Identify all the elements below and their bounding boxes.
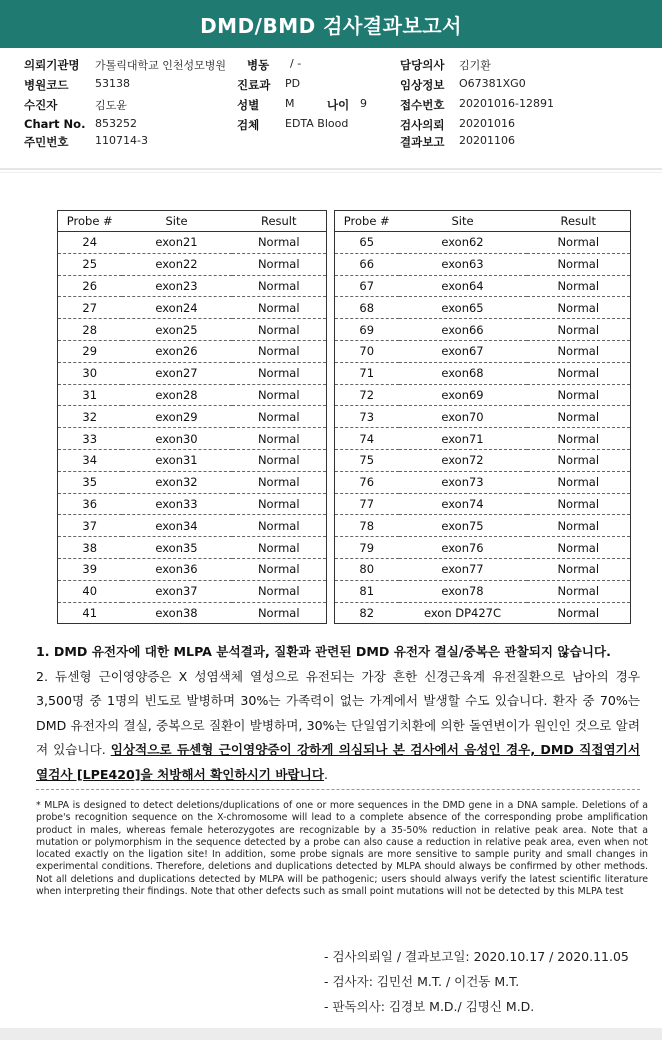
probe-table-left: [57, 210, 327, 624]
table-row: [335, 449, 631, 471]
result-cell: Normal: [527, 449, 631, 471]
site-cell: exon22: [122, 253, 232, 275]
probe-number-cell: 31: [58, 384, 122, 406]
table-row: [335, 493, 631, 515]
summary-line-2-emphasis: 임상적으로 듀센형 근이영양증이 강하게 의심되나 본 검사에서 음성인 경우, DMD 직접염기서열검사 [LPE420]을 처방해서 확인하시기 바랍니다: [36, 742, 641, 782]
summary-line-2-text: 2. 듀센형 근이영양증은 X 성염색체 열성으로 유전되는 가장 흔한 신경근육계 유전질환으로 남아의 경우 3,500명 중 1명의 빈도로 발병하며 30%는 가족력이 없는 가계에서 발생할 수도 있습니다. 환자 중 70%는 DMD 유전자의 결실, 중복으로 질환이 발병하며, 30%는 단일염기치환에 의한 돌연변이가 원인인 것으로 알려져 있습니다.: [36, 668, 640, 757]
site-cell: exon24: [122, 297, 232, 319]
probe-number-cell: 27: [58, 297, 122, 319]
table-row: [335, 537, 631, 559]
result-cell: Normal: [527, 428, 631, 450]
table-row: [335, 275, 631, 297]
table-row: [58, 515, 327, 537]
site-cell: exon68: [399, 362, 527, 384]
result-cell: Normal: [527, 319, 631, 341]
site-cell: exon37: [122, 580, 232, 602]
info-divider: [0, 168, 662, 170]
table-header-row: [58, 211, 327, 232]
table-row: [335, 471, 631, 493]
id-label: 주민번호: [24, 135, 69, 149]
probe-number-cell: 25: [58, 253, 122, 275]
summary-line-1: 1. DMD 유전자에 대한 MLPA 분석결과, 질환과 관련된 DMD 유전자 결실/중복은 관찰되지 않습니다.: [36, 644, 611, 659]
result-cell: Normal: [527, 340, 631, 362]
table-row: [58, 493, 327, 515]
probe-number-cell: 71: [335, 362, 399, 384]
site-cell: exon26: [122, 340, 232, 362]
site-cell: exon78: [399, 580, 527, 602]
result-cell: Normal: [232, 319, 327, 341]
site-cell: exon31: [122, 449, 232, 471]
mlpa-footnote: * MLPA is designed to detect deletions/duplications of one or more sequences in the DMD gene in a DNA sample. Deletions of a probe's recognition sequence on the X-chromosome will lead to a complete absence of the corresponding probe amplification product in males, whereas female heterozygotes are recognizable by a 35-50% reduction in relative peak area. Note that a mutation or polymorphism in the sequence detected by a probe can also cause a reduction in relative peak area, even when not located exactly on the ligation site! In addition, some probe signals are more sensitive to sample purity and small changes in experimental conditions. Therefore, deletions and duplications detected by MLPA should always be confirmed by other methods. Not all deletions and duplications detected by MLPA will be pathogenic; users should always verify the latest scientific literature when interpreting their findings. Note that other defects such as small point mutations will not be detected by this MLPA test: [36, 800, 648, 898]
sex-value: M: [285, 97, 295, 110]
site-cell: exon77: [399, 558, 527, 580]
table-row: [335, 602, 631, 624]
result-cell: Normal: [527, 537, 631, 559]
probe-number-cell: 30: [58, 362, 122, 384]
table-row: [58, 449, 327, 471]
result-cell: Normal: [232, 558, 327, 580]
ward-label: 병동: [247, 58, 270, 72]
probe-number-cell: 32: [58, 406, 122, 428]
probe-number-cell: 37: [58, 515, 122, 537]
probe-number-cell: 66: [335, 253, 399, 275]
age-label: 나이: [327, 98, 350, 112]
result-cell: Normal: [232, 340, 327, 362]
patient-label: 수진자: [24, 98, 58, 112]
site-cell: exon25: [122, 319, 232, 341]
clinical-value: O67381XG0: [459, 77, 526, 90]
site-cell: exon71: [399, 428, 527, 450]
result-cell: Normal: [257, 235, 300, 250]
table-row: [335, 406, 631, 428]
table-row: [58, 340, 327, 362]
result-cell: Normal: [527, 297, 631, 319]
site-cell: exon36: [122, 558, 232, 580]
result-cell: Normal: [232, 537, 327, 559]
specimen-label: 검체: [237, 118, 260, 132]
site-cell: exon69: [399, 384, 527, 406]
result-cell: Normal: [232, 406, 327, 428]
table-row: [58, 428, 327, 450]
reqdate-label: 검사의뢰: [400, 118, 445, 132]
probe-number-cell: 41: [58, 602, 122, 624]
header-result: Result: [232, 211, 327, 232]
table-row: [58, 471, 327, 493]
table-row: [335, 232, 631, 254]
result-cell: Normal: [232, 275, 327, 297]
probe-number-cell: 24: [82, 235, 98, 250]
probe-number-cell: 79: [335, 537, 399, 559]
reportdate-value: 20201106: [459, 134, 515, 147]
probe-number-cell: 33: [58, 428, 122, 450]
table-row: [335, 319, 631, 341]
probe-number-cell: 76: [335, 471, 399, 493]
age-value: 9: [360, 97, 367, 110]
probe-table-right: [334, 210, 631, 624]
result-cell: Normal: [232, 449, 327, 471]
result-cell: Normal: [232, 384, 327, 406]
table-row: [58, 319, 327, 341]
result-cell: Normal: [527, 558, 631, 580]
doctor-label: 담당의사: [400, 58, 445, 72]
site-cell: exon62: [441, 235, 484, 250]
site-cell: exon32: [122, 471, 232, 493]
result-cell: Normal: [232, 297, 327, 319]
result-cell: Normal: [232, 515, 327, 537]
footnote-divider: [36, 789, 640, 790]
table-row: [335, 297, 631, 319]
result-cell: Normal: [232, 362, 327, 384]
dept-label: 진료과: [237, 78, 271, 92]
site-cell: exon23: [122, 275, 232, 297]
probe-number-cell: 69: [335, 319, 399, 341]
site-cell: exon DP427C: [399, 602, 527, 624]
signoff-technicians: - 검사자: 김민선 M.T. / 이건동 M.T.: [324, 974, 520, 989]
summary-section: [36, 640, 640, 787]
probe-number-cell: 72: [335, 384, 399, 406]
header-site: Site: [122, 211, 232, 232]
id-value: 110714-3: [95, 134, 148, 147]
table-row: [58, 406, 327, 428]
signoff-physicians: - 판독의사: 김경보 M.D./ 김명신 M.D.: [324, 999, 535, 1014]
chart-label: Chart No.: [24, 117, 86, 131]
table-row: [335, 558, 631, 580]
table-row: [335, 580, 631, 602]
table-row: [58, 602, 327, 624]
table-header-row: [335, 211, 631, 232]
table-row: [58, 275, 327, 297]
probe-number-cell: 81: [335, 580, 399, 602]
result-cell: Normal: [527, 275, 631, 297]
reqdate-value: 20201016: [459, 117, 515, 130]
header-site: Site: [399, 211, 527, 232]
hospcode-value: 53138: [95, 77, 130, 90]
result-cell: Normal: [232, 428, 327, 450]
hospital-label: 의뢰기관명: [24, 58, 80, 72]
chart-value: 853252: [95, 117, 137, 130]
site-cell: exon28: [122, 384, 232, 406]
table-row: [335, 362, 631, 384]
site-cell: exon21: [155, 235, 198, 250]
probe-number-cell: 82: [335, 602, 399, 624]
site-cell: exon30: [122, 428, 232, 450]
result-cell: Normal: [232, 602, 327, 624]
site-cell: exon27: [122, 362, 232, 384]
probe-number-cell: 29: [58, 340, 122, 362]
doctor-value: 김기환: [459, 59, 491, 72]
table-row: [58, 232, 327, 254]
page-bottom-band: [0, 1028, 662, 1040]
header-result: Result: [527, 211, 631, 232]
patient-value: 김도윤: [95, 99, 127, 112]
table-row: [58, 297, 327, 319]
receipt-value: 20201016-12891: [459, 97, 554, 110]
probe-number-cell: 36: [58, 493, 122, 515]
probe-number-cell: 39: [58, 558, 122, 580]
result-cell: Normal: [232, 253, 327, 275]
summary-line-2: [36, 665, 640, 788]
specimen-value: EDTA Blood: [285, 117, 349, 130]
site-cell: exon64: [399, 275, 527, 297]
site-cell: exon67: [399, 340, 527, 362]
site-cell: exon35: [122, 537, 232, 559]
table-row: [58, 253, 327, 275]
result-cell: Normal: [232, 493, 327, 515]
probe-number-cell: 35: [58, 471, 122, 493]
site-cell: exon73: [399, 471, 527, 493]
report-title: DMD/BMD 검사결과보고서: [0, 0, 662, 48]
info-divider-light: [0, 172, 662, 173]
header-probe: Probe #: [58, 211, 122, 232]
patient-info-section: [0, 54, 662, 166]
result-cell: Normal: [527, 580, 631, 602]
site-cell: exon63: [399, 253, 527, 275]
signoff-section: [324, 944, 629, 1019]
table-row: [335, 340, 631, 362]
result-cell: Normal: [557, 235, 600, 250]
table-row: [335, 253, 631, 275]
sex-label: 성별: [237, 98, 260, 112]
summary-line-2-end: .: [324, 766, 329, 782]
site-cell: exon33: [122, 493, 232, 515]
table-row: [335, 515, 631, 537]
site-cell: exon75: [399, 515, 527, 537]
probe-number-cell: 34: [58, 449, 122, 471]
dept-value: PD: [285, 77, 301, 90]
result-cell: Normal: [527, 602, 631, 624]
result-cell: Normal: [527, 406, 631, 428]
probe-number-cell: 67: [335, 275, 399, 297]
header-probe: Probe #: [335, 211, 399, 232]
hospital-value: 가톨릭대학교 인천성모병원: [95, 59, 227, 72]
probe-number-cell: 40: [58, 580, 122, 602]
table-row: [335, 428, 631, 450]
site-cell: exon76: [399, 537, 527, 559]
site-cell: exon29: [122, 406, 232, 428]
receipt-label: 접수번호: [400, 98, 445, 112]
site-cell: exon74: [399, 493, 527, 515]
hospcode-label: 병원코드: [24, 78, 69, 92]
result-cell: Normal: [232, 471, 327, 493]
table-row: [58, 537, 327, 559]
result-cell: Normal: [527, 253, 631, 275]
probe-number-cell: 80: [335, 558, 399, 580]
site-cell: exon66: [399, 319, 527, 341]
probe-number-cell: 70: [335, 340, 399, 362]
site-cell: exon34: [122, 515, 232, 537]
probe-number-cell: 75: [335, 449, 399, 471]
site-cell: exon72: [399, 449, 527, 471]
probe-number-cell: 28: [58, 319, 122, 341]
result-cell: Normal: [527, 384, 631, 406]
result-cell: Normal: [527, 515, 631, 537]
ward-value: / -: [290, 57, 302, 70]
probe-number-cell: 65: [359, 235, 375, 250]
probe-number-cell: 78: [335, 515, 399, 537]
table-row: [58, 580, 327, 602]
probe-number-cell: 74: [335, 428, 399, 450]
site-cell: exon38: [122, 602, 232, 624]
clinical-label: 임상정보: [400, 78, 445, 92]
table-row: [335, 384, 631, 406]
table-row: [58, 362, 327, 384]
result-cell: Normal: [527, 493, 631, 515]
table-row: [58, 384, 327, 406]
probe-number-cell: 77: [335, 493, 399, 515]
site-cell: exon65: [399, 297, 527, 319]
table-row: [58, 558, 327, 580]
probe-number-cell: 26: [58, 275, 122, 297]
result-cell: Normal: [527, 362, 631, 384]
signoff-dates: - 검사의뢰일 / 결과보고일: 2020.10.17 / 2020.11.05: [324, 949, 629, 964]
result-cell: Normal: [527, 471, 631, 493]
result-cell: Normal: [232, 580, 327, 602]
site-cell: exon70: [399, 406, 527, 428]
reportdate-label: 결과보고: [400, 135, 445, 149]
probe-number-cell: 68: [335, 297, 399, 319]
probe-number-cell: 38: [58, 537, 122, 559]
probe-number-cell: 73: [335, 406, 399, 428]
